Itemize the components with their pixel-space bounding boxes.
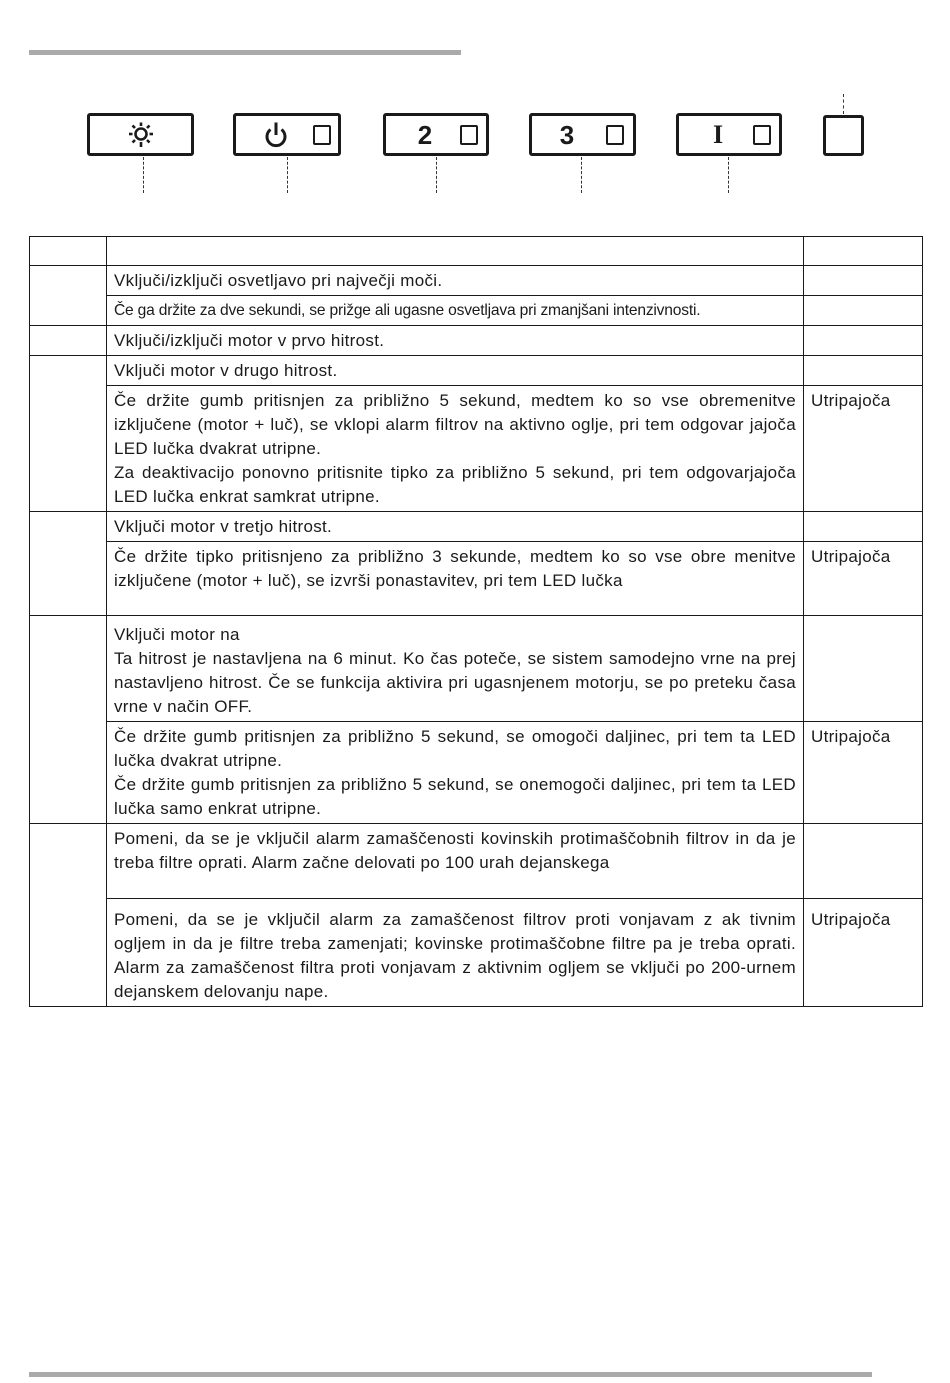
table-row-grease-filter-alarm — [30, 824, 923, 899]
filter-indicator-led — [823, 115, 864, 156]
led-cell — [804, 512, 923, 542]
table-row-intensive-hold — [30, 722, 923, 824]
function-cell: Pomeni, da se je vključil alarm zamaščenosti kovinskih protimaščobnih filtrov in da je treba filtre oprati. Alarm začne delovati po 100 urah dejanskega — [107, 824, 804, 899]
led-cell — [804, 616, 923, 722]
function-cell: Vključi motor v tretjo hitrost. — [107, 512, 804, 542]
function-paragraph: Če držite gumb pritisnjen za približno 5 sekund, se onemogoči daljinec, pri tem ta LED lučka samo enkrat utripne. — [114, 775, 796, 818]
function-cell — [107, 616, 804, 722]
leader-line-power — [287, 157, 288, 193]
table-row-speed-3-hold — [30, 542, 923, 616]
led-cell: Utripajoča — [804, 386, 923, 512]
sun-icon — [127, 121, 155, 149]
key-cell-speed-3 — [30, 512, 107, 616]
function-paragraph: Vključi motor na — [114, 625, 240, 644]
table-row-intensive — [30, 616, 923, 722]
led-cell: Utripajoča — [804, 542, 923, 616]
power-led-indicator — [313, 125, 331, 145]
leader-line-intensive — [728, 157, 729, 193]
table-row-light — [30, 266, 923, 296]
function-cell: Če držite tipko pritisnjeno za približno 3 sekunde, medtem ko so vse obre menitve izključene (motor + luč), se izvrši ponastavitev, pri tem LED lučka — [107, 542, 804, 616]
function-cell: Če ga držite za dve sekundi, se prižge ali ugasne osvetljava pri zmanjšani intenzivnosti. — [107, 296, 804, 326]
leader-line-filter-indicator — [843, 94, 844, 114]
top-divider-bar — [29, 50, 461, 55]
led-cell — [804, 266, 923, 296]
function-cell: Vključi/izključi motor v prvo hitrost. — [107, 326, 804, 356]
function-cell — [107, 386, 804, 512]
power-icon — [263, 121, 289, 149]
speed-3-label: 3 — [559, 119, 575, 150]
led-cell — [804, 326, 923, 356]
speed-3-led-indicator — [606, 125, 624, 145]
light-button — [87, 113, 194, 156]
bottom-divider-bar — [29, 1372, 872, 1377]
function-table — [29, 236, 923, 1007]
speed-2-button — [383, 113, 489, 156]
key-cell-light — [30, 266, 107, 326]
function-cell: Vključi/izključi osvetljavo pri največji moči. — [107, 266, 804, 296]
table-row-speed-2 — [30, 356, 923, 386]
power-button — [233, 113, 341, 156]
function-paragraph: Za deaktivacijo ponovno pritisnite tipko za približno 5 sekund, pri tem odgovarjajoča LED lučka enkrat samkrat utripne. — [114, 463, 796, 506]
function-paragraph: Če držite gumb pritisnjen za približno 5 sekund, se omogoči daljinec, pri tem ta LED lučka dvakrat utripne. — [114, 727, 796, 770]
speed-2-label: 2 — [417, 119, 433, 150]
table-row-light-hold — [30, 296, 923, 326]
key-cell-intensive — [30, 616, 107, 824]
led-cell: Utripajoča — [804, 722, 923, 824]
leader-line-speed-2 — [436, 157, 437, 193]
header-led — [804, 237, 923, 266]
intensive-label: I — [712, 119, 724, 149]
function-cell: Vključi motor v drugo hitrost. — [107, 356, 804, 386]
header-function — [107, 237, 804, 266]
function-paragraph: Ta hitrost je nastavljena na 6 minut. Ko čas poteče, se sistem samodejno vrne na prej nastavljeno hitrost. Če se funkcija aktivira pri ugasnjenem motorju, se po preteku časa vrne v način OFF. — [114, 649, 796, 716]
function-cell: Pomeni, da se je vključil alarm za zamaščenost filtrov proti vonjavam z ak tivnim ogljem in da je filtre treba zamenjati; kovinske protimaščobne filtre pa je treba oprati. Alarm za zamaščenost filtra proti vonjavam z aktivnim ogljem se vključi po 200-urnem dejanskem delovanju nape. — [107, 899, 804, 1007]
intensive-button — [676, 113, 782, 156]
table-header-row — [30, 237, 923, 266]
led-cell — [804, 824, 923, 899]
table-row-power — [30, 326, 923, 356]
leader-line-light — [143, 157, 144, 193]
speed-2-led-indicator — [460, 125, 478, 145]
function-cell — [107, 722, 804, 824]
led-cell: Utripajoča — [804, 899, 923, 1007]
function-paragraph: Če držite gumb pritisnjen za približno 5 sekund, medtem ko so vse obremenitve izključene (motor + luč), se vklopi alarm filtrov na aktivno oglje, pri tem odgovar jajoča LED lučka dvakrat utripne. — [114, 391, 796, 458]
leader-line-speed-3 — [581, 157, 582, 193]
key-cell-power — [30, 326, 107, 356]
table-row-speed-3 — [30, 512, 923, 542]
intensive-led-indicator — [753, 125, 771, 145]
table-row-carbon-filter-alarm — [30, 899, 923, 1007]
speed-3-button — [529, 113, 636, 156]
table-row-speed-2-hold — [30, 386, 923, 512]
key-cell-speed-2 — [30, 356, 107, 512]
led-cell — [804, 296, 923, 326]
led-cell — [804, 356, 923, 386]
header-key — [30, 237, 107, 266]
key-cell-filter — [30, 824, 107, 1007]
